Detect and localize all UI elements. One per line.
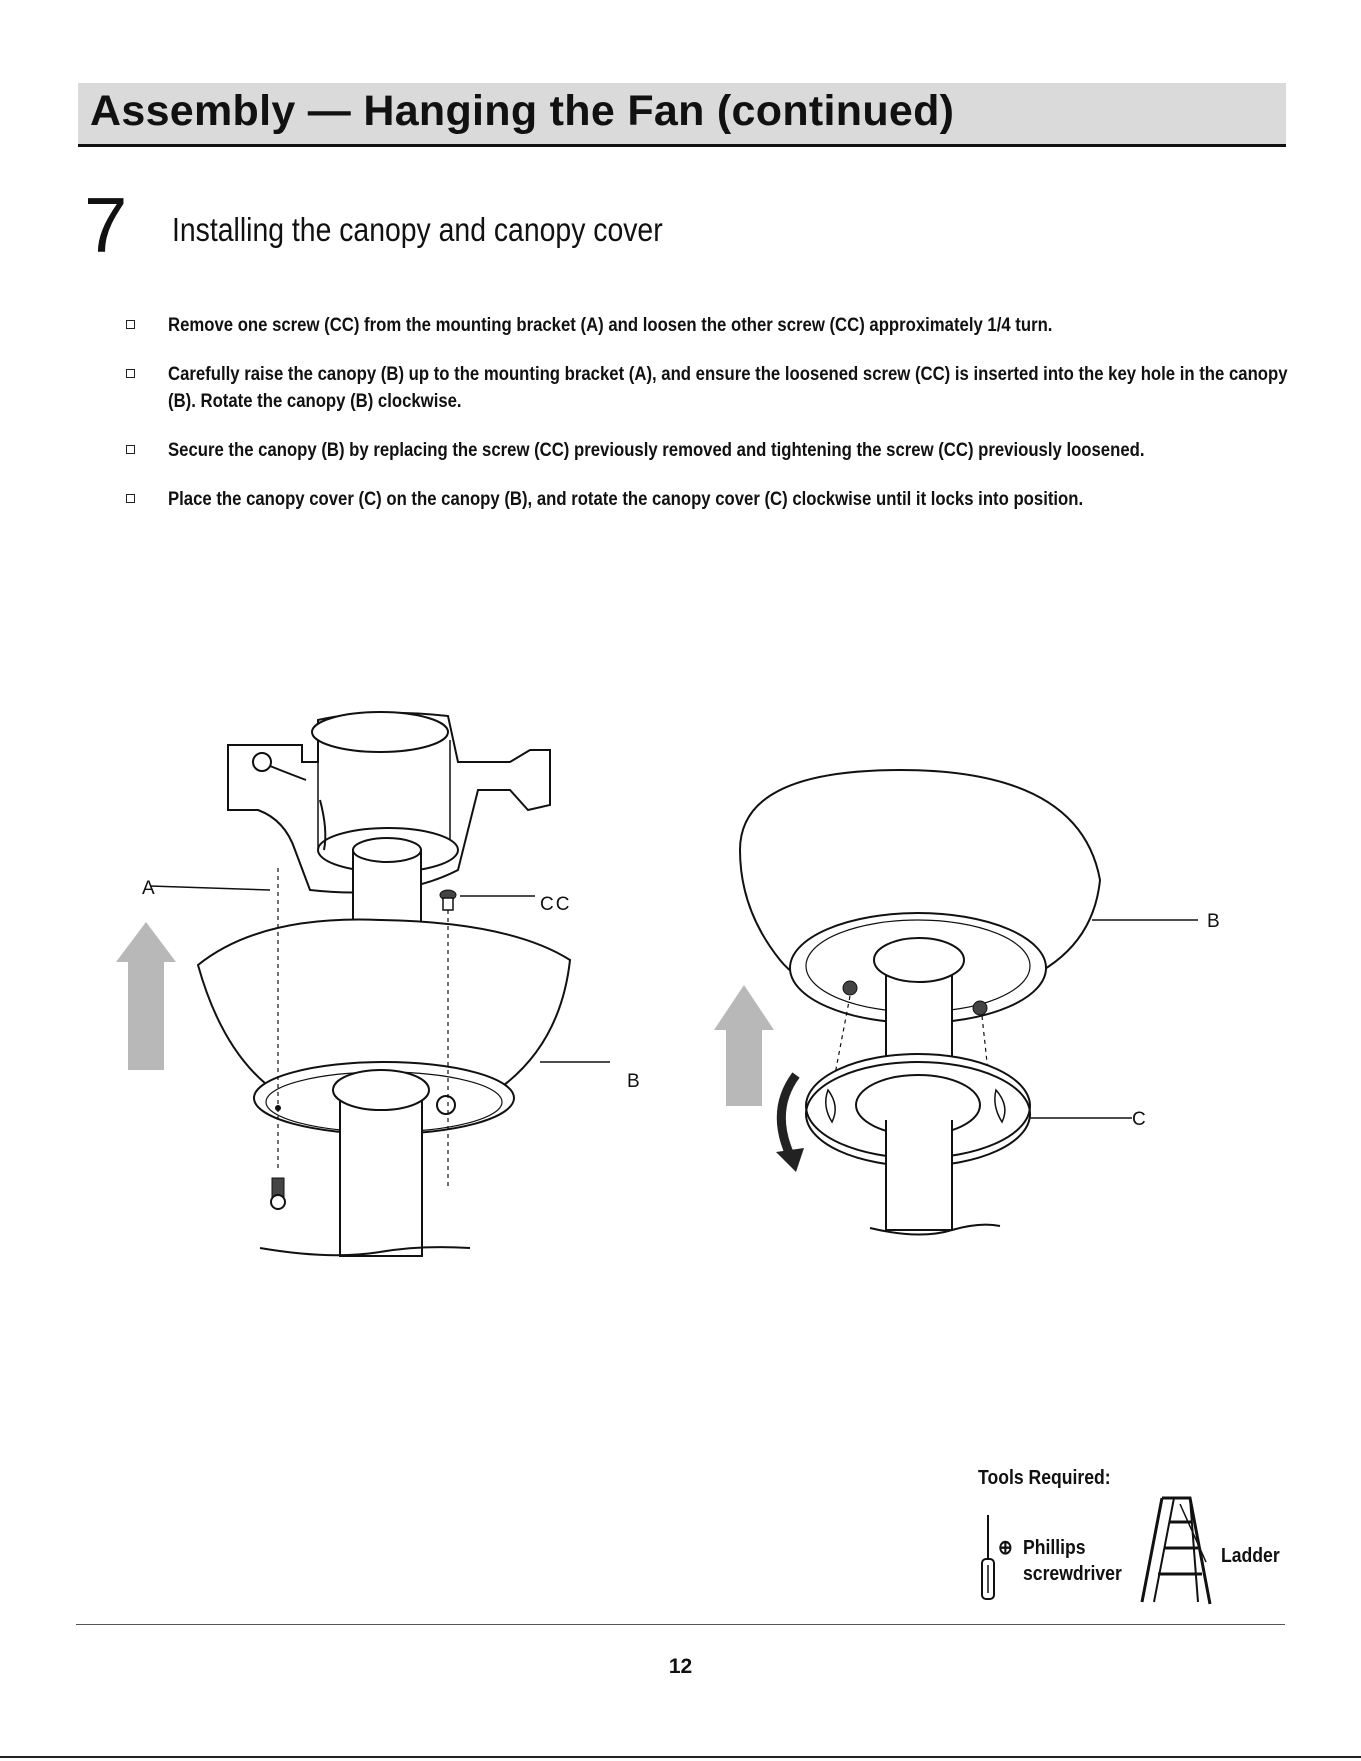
checkbox-icon[interactable] [126, 320, 135, 329]
canopy-cover-illustration [700, 760, 1240, 1240]
label-a: A [142, 878, 155, 899]
instruction-text: Secure the canopy (B) by replacing the screw (CC) previously removed and tightening the screw (CC) previously loosened. [168, 440, 1145, 461]
up-arrow-icon [116, 922, 176, 1070]
instruction-item [126, 361, 1288, 415]
section-header [78, 83, 1286, 147]
checkbox-icon[interactable] [126, 494, 135, 503]
canopy-raise-illustration [110, 700, 650, 1260]
step-title: Installing the canopy and canopy cover [172, 211, 663, 248]
instruction-text: Carefully raise the canopy (B) up to the mounting bracket (A), and ensure the loosened screw (CC) is inserted into the key hole in the canopy (B). Rotate the canopy (B) clockwise. [168, 364, 1288, 412]
step-number: 7 [84, 181, 128, 269]
footer-divider [76, 1624, 1285, 1625]
instruction-text: Remove one screw (CC) from the mounting bracket (A) and loosen the other screw (CC) approximately 1/4 turn. [168, 315, 1053, 336]
checkbox-icon[interactable] [126, 445, 135, 454]
tools-heading: Tools Required: [978, 1467, 1111, 1489]
ladder-label: Ladder [1221, 1545, 1280, 1567]
instruction-list [126, 312, 1288, 535]
label-c: C [1132, 1109, 1146, 1130]
label-b-left: B [627, 1071, 640, 1092]
instruction-text: Place the canopy cover (C) on the canopy (B), and rotate the canopy cover (C) clockwise until it locks into position. [168, 489, 1084, 510]
screw-cc [440, 890, 456, 910]
phillips-symbol: ⊕ [998, 1537, 1013, 1559]
page-bottom-rule [0, 1756, 1361, 1758]
label-b-right: B [1207, 911, 1220, 932]
rotate-clockwise-icon [781, 1075, 796, 1155]
instruction-item [126, 486, 1256, 513]
screwdriver-label-line2: screwdriver [1023, 1563, 1122, 1585]
instruction-item [126, 437, 1256, 464]
page-number: 12 [668, 1655, 693, 1678]
ladder-icon [1140, 1494, 1220, 1606]
instruction-item [126, 312, 1256, 339]
canopy-raise-diagram [110, 700, 650, 1260]
screwdriver-icon [978, 1515, 998, 1601]
canopy-cover-diagram [700, 760, 1240, 1240]
up-arrow-icon [714, 985, 774, 1106]
screwdriver-label-line1: Phillips [1023, 1537, 1086, 1559]
loose-screw [271, 1178, 285, 1209]
checkbox-icon[interactable] [126, 369, 135, 378]
label-cc: CC [540, 894, 572, 915]
page-title: Assembly — Hanging the Fan (continued) [90, 87, 955, 135]
